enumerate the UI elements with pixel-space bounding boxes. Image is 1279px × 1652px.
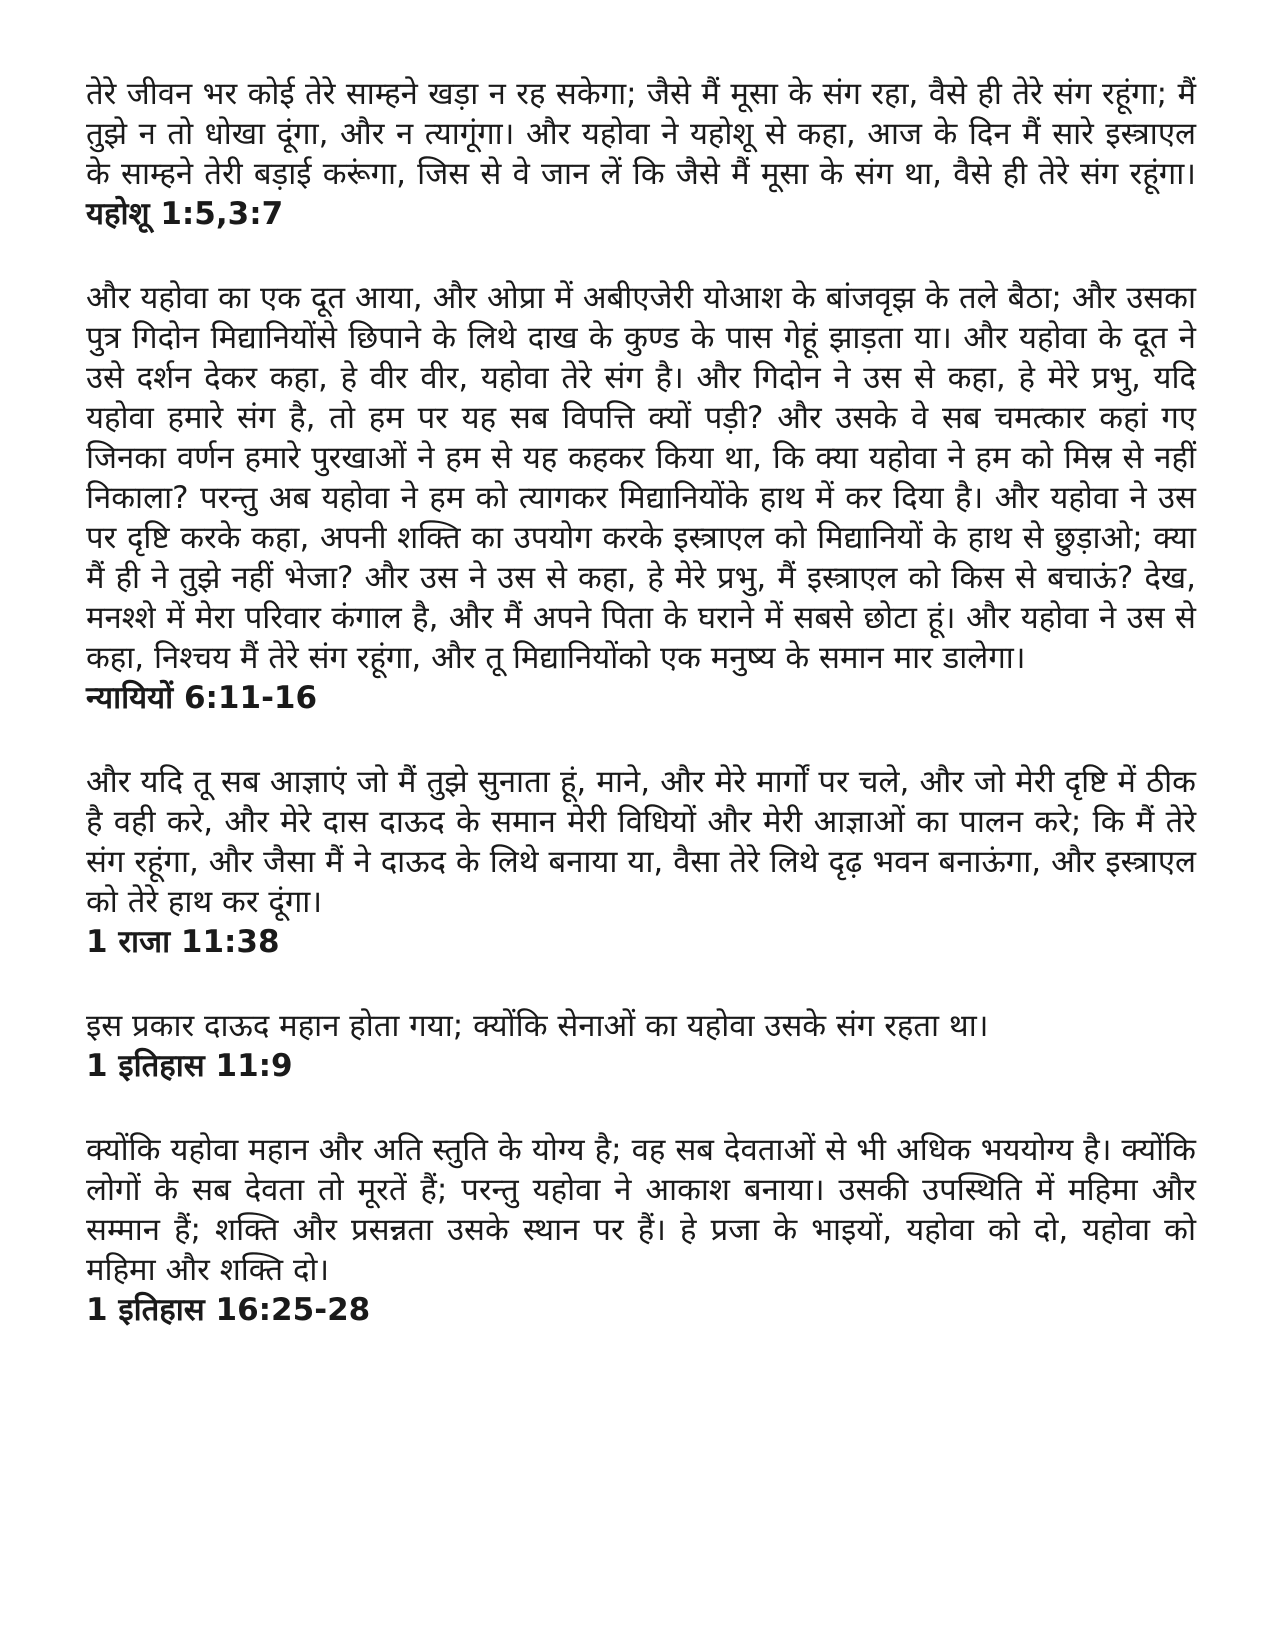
verse-reference: 1 इतिहास 16:25-28 [86, 1292, 371, 1328]
document-page [86, 74, 1196, 1374]
verse-text: और यहोवा का एक दूत आया, और ओप्रा में अबीएजेरी योआश के बांजवृझ के तले बैठा; और उसका पुत्र गिदोन मिद्यानियोंसे छिपाने के लिथे दाख के कुण्ड के पास गेहूं झाड़ता या। और यहोवा के दूत ने उसे दर्शन देकर कहा, हे वीर वीर, यहोवा तेरे संग है। और गिदोन ने उस से कहा, हे मेरे प्रभु, यदि यहोवा हमारे संग है, तो हम पर यह सब विपत्ति क्यों पड़ी? और उसके वे सब चमत्कार कहां गए जिनका वर्णन हमारे पुरखाओं ने हम से यह कहकर किया था, कि क्या यहोवा ने हम को मिस्र से नहीं निकाला? परन्तु अब यहोवा ने हम को त्यागकर मिद्यानियोंके हाथ में कर दिया है। और यहोवा ने उस पर दृष्टि करके कहा, अपनी शक्ति का उपयोग करके इस्त्राएल को मिद्यानियों के हाथ से छुड़ाओ; क्या मैं ही ने तुझे नहीं भेजा? और उस ने उस से कहा, हे मेरे प्रभु, मैं इस्त्राएल को किस से बचाऊं? देख, मनश्शे में मेरा परिवार कंगाल है, और मैं अपने पिता के घराने में सबसे छोटा हूं। और यहोवा ने उस से कहा, निश्चय मैं तेरे संग रहूंगा, और तू मिद्यानियोंको एक मनुष्य के समान मार डालेगा। [86, 280, 1196, 676]
verse-reference: न्यायियों 6:11-16 [86, 680, 318, 716]
passage-1-chronicles-11 [86, 1006, 1196, 1086]
passage-joshua [86, 74, 1196, 234]
verse-text-content: तेरे जीवन भर कोई तेरे साम्हने खड़ा न रह सकेगा; जैसे मैं मूसा के संग रहा, वैसे ही तेरे संग रहूंगा; मैं तुझे न तो धोखा दूंगा, और न त्यागूंगा। और यहोवा ने यहोशू से कहा, आज के दिन मैं सारे इस्त्राएल के साम्हने तेरी बड़ाई करूंगा, जिस से वे जान लें कि जैसे मैं मूसा के संग था, वैसे ही तेरे संग रहूंगा। [86, 76, 1196, 192]
passage-1-kings [86, 762, 1196, 962]
verse-text [86, 74, 1196, 234]
passage-judges [86, 278, 1196, 718]
verse-reference: 1 राजा 11:38 [86, 924, 280, 960]
verse-reference: यहोशू 1:5,3:7 [86, 196, 284, 232]
verse-text: क्योंकि यहोवा महान और अति स्तुति के योग्य है; वह सब देवताओं से भी अधिक भययोग्य है। क्योंकि लोगों के सब देवता तो मूरतें हैं; परन्तु यहोवा ने आकाश बनाया। उसकी उपस्थिति में महिमा और सम्मान हैं; शक्ति और प्रसन्नता उसके स्थान पर हैं। हे प्रजा के भाइयों, यहोवा को दो, यहोवा को महिमा और शक्ति दो। [86, 1132, 1196, 1288]
verse-text: इस प्रकार दाऊद महान होता गया; क्योंकि सेनाओं का यहोवा उसके संग रहता था। [86, 1008, 989, 1044]
passage-1-chronicles-16 [86, 1130, 1196, 1330]
verse-reference: 1 इतिहास 11:9 [86, 1048, 293, 1084]
verse-text: और यदि तू सब आज्ञाएं जो मैं तुझे सुनाता हूं, माने, और मेरे मार्गों पर चले, और जो मेरी दृष्टि में ठीक है वही करे, और मेरे दास दाऊद के समान मेरी विधियों और मेरी आज्ञाओं का पालन करे; कि मैं तेरे संग रहूंगा, और जैसा मैं ने दाऊद के लिथे बनाया या, वैसा तेरे लिथे दृढ़ भवन बनाऊंगा, और इस्त्राएल को तेरे हाथ कर दूंगा। [86, 764, 1196, 920]
